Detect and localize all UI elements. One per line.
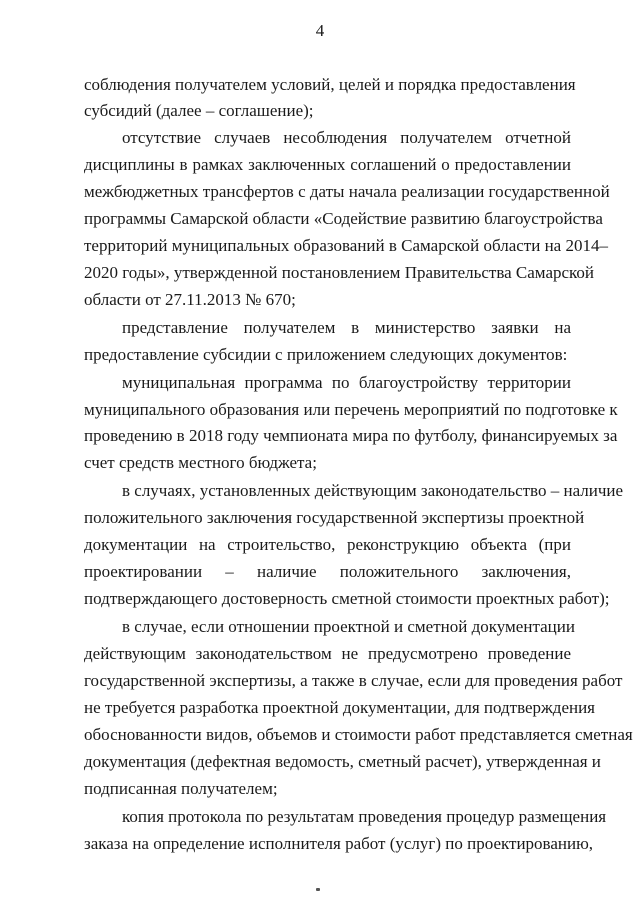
- text-line: отсутствие случаев несоблюдения получателем отчетной: [122, 128, 571, 147]
- text-line: заказа на определение исполнителя работ (услуг) по проектированию,: [84, 834, 594, 853]
- text-line: обоснованности видов, объемов и стоимости работ представляется сметная: [84, 725, 633, 744]
- text-line: территорий муниципальных образований в Самарской области на 2014–: [84, 236, 608, 255]
- text-line: предоставление субсидии с приложением следующих документов:: [84, 345, 568, 364]
- text-line: муниципальная программа по благоустройству территории: [122, 373, 571, 392]
- text-line: положительного заключения государственной экспертизы проектной: [84, 508, 585, 527]
- text-line: документация (дефектная ведомость, сметный расчет), утвержденная и: [84, 752, 601, 771]
- text-line: дисциплины в рамках заключенных соглашений о предоставлении: [84, 155, 571, 174]
- text-line: подписанная получателем;: [84, 779, 278, 798]
- text-line: представление получателем в министерство заявки на: [122, 318, 571, 337]
- text-line: 2020 годы», утвержденной постановлением Правительства Самарской: [84, 263, 595, 282]
- text-line: области от 27.11.2013 № 670;: [84, 290, 296, 309]
- text-line: государственной экспертизы, а также в случае, если для проведения работ: [84, 671, 623, 690]
- text-line: соблюдения получателем условий, целей и порядка предоставления: [84, 75, 576, 94]
- text-line: действующим законодательством не предусмотрено проведение: [84, 644, 571, 663]
- text-line: субсидий (далее – соглашение);: [84, 101, 314, 120]
- scan-speck: [316, 888, 320, 891]
- text-line: межбюджетных трансфертов с даты начала реализации государственной: [84, 182, 610, 201]
- text-line: подтверждающего достоверность сметной стоимости проектных работ);: [84, 589, 610, 608]
- text-line: проектировании – наличие положительного заключения,: [84, 562, 571, 581]
- text-line: в случае, если отношении проектной и сметной документации: [122, 617, 575, 636]
- text-line: программы Самарской области «Содействие развитию благоустройства: [84, 209, 603, 228]
- text-line: в случаях, установленных действующим законодательство – наличие: [122, 481, 624, 500]
- page-number: 4: [315, 21, 325, 40]
- text-line: не требуется разработка проектной документации, для подтверждения: [84, 698, 596, 717]
- text-line: муниципального образования или перечень мероприятий по подготовке к: [84, 400, 618, 419]
- text-line: документации на строительство, реконструкцию объекта (при: [84, 535, 571, 554]
- text-line: проведению в 2018 году чемпионата мира по футболу, финансируемых за: [84, 426, 618, 445]
- text-line: копия протокола по результатам проведения процедур размещения: [122, 807, 607, 826]
- text-line: счет средств местного бюджета;: [84, 453, 317, 472]
